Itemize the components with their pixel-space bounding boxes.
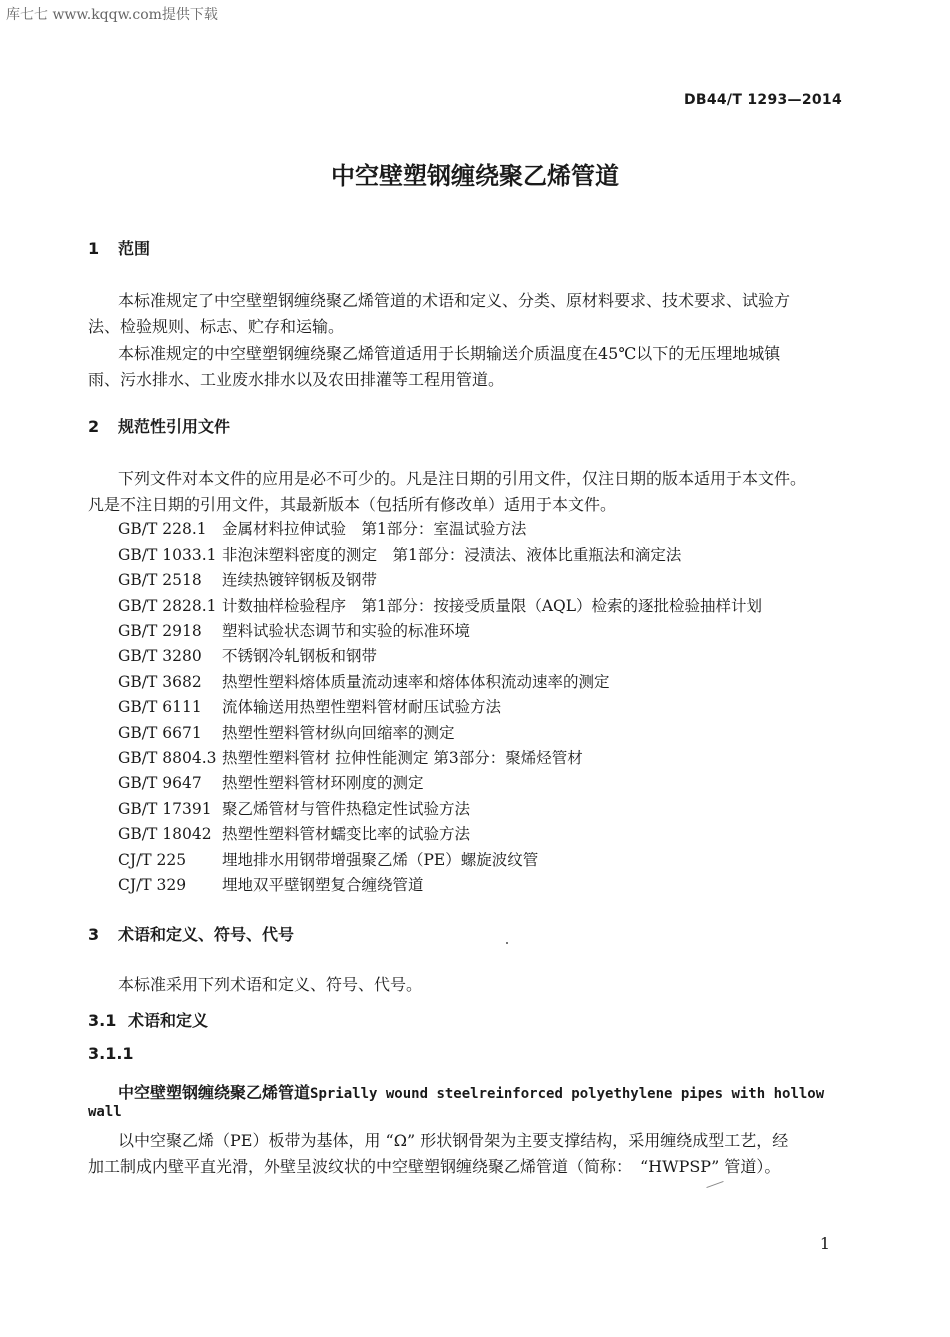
reference-code: GB/T 3280 xyxy=(118,647,202,665)
section-title: 术语和定义、符号、代号 xyxy=(118,925,295,944)
reference-title: 热塑性塑料管材环刚度的测定 xyxy=(222,774,424,792)
reference-item xyxy=(118,746,583,768)
definition-line: 以中空聚乙烯（PE）板带为基体，用 “Ω” 形状钢骨架为主要支撑结构，采用缠绕成型工艺，经 xyxy=(118,1131,789,1150)
reference-title: 塑料试验状态调节和实验的标准环境 xyxy=(222,622,471,640)
reference-item xyxy=(118,695,501,717)
reference-code: GB/T 228.1 xyxy=(118,520,207,538)
paragraph-line: 凡是不注日期的引用文件，其最新版本（包括所有修改单）适用于本文件。 xyxy=(88,495,617,514)
reference-title: 聚乙烯管材与管件热稳定性试验方法 xyxy=(222,800,471,818)
reference-title: 计数抽样检验程序 第1部分：按接受质量限（AQL）检索的逐批检验抽样计划 xyxy=(222,597,763,615)
reference-title: 热塑性塑料管材纵向回缩率的测定 xyxy=(222,724,455,742)
paragraph-line: 下列文件对本文件的应用是必不可少的。凡是注日期的引用文件，仅注日期的版本适用于本文件。 xyxy=(118,469,807,488)
reference-code: GB/T 17391 xyxy=(118,800,212,818)
reference-item xyxy=(118,568,377,590)
reference-item xyxy=(118,721,455,743)
reference-item xyxy=(118,619,470,641)
term-english: Sprially wound steelreinforced polyethylene pipes with hollow xyxy=(310,1086,825,1102)
reference-code: CJ/T 329 xyxy=(118,876,187,894)
section-number: 1 xyxy=(88,239,100,258)
term-chinese: 中空壁塑钢缠绕聚乙烯管道 xyxy=(118,1083,311,1102)
reference-code: GB/T 6671 xyxy=(118,724,202,742)
section-2-heading xyxy=(88,414,230,437)
reference-item xyxy=(118,873,424,895)
reference-item xyxy=(118,543,681,565)
reference-item xyxy=(118,594,762,616)
reference-item xyxy=(118,771,424,793)
section-title: 范围 xyxy=(118,239,151,258)
standard-number: DB44/T 1293—2014 xyxy=(683,92,842,108)
reference-code: CJ/T 225 xyxy=(118,851,187,869)
paragraph-line: 本标准规定了中空壁塑钢缠绕聚乙烯管道的术语和定义、分类、原材料要求、技术要求、试验方 xyxy=(118,291,791,310)
term-english-continued: wall xyxy=(88,1104,122,1120)
reference-code: GB/T 3682 xyxy=(118,673,202,691)
section-1-heading xyxy=(88,236,150,259)
reference-code: GB/T 2918 xyxy=(118,622,202,640)
scan-dot xyxy=(506,942,508,944)
paragraph-line: 本标准规定的中空壁塑钢缠绕聚乙烯管道适用于长期输送介质温度在45℃以下的无压埋地城镇 xyxy=(118,344,781,363)
reference-code: GB/T 6111 xyxy=(118,698,202,716)
reference-code: GB/T 18042 xyxy=(118,825,212,843)
reference-title: 金属材料拉伸试验 第1部分：室温试验方法 xyxy=(222,520,527,538)
clause-number: 3.1.1 xyxy=(88,1044,134,1063)
subsection-number: 3.1 xyxy=(88,1011,117,1030)
reference-title: 非泡沫塑料密度的测定 第1部分：浸渍法、液体比重瓶法和滴定法 xyxy=(222,546,682,564)
reference-title: 热塑性塑料熔体质量流动速率和熔体体积流动速率的测定 xyxy=(222,673,610,691)
reference-title: 热塑性塑料管材 拉伸性能测定 第3部分：聚烯烃管材 xyxy=(222,749,583,767)
reference-title: 埋地双平壁钢塑复合缠绕管道 xyxy=(222,876,424,894)
reference-code: GB/T 1033.1 xyxy=(118,546,217,564)
paragraph-line: 雨、污水排水、工业废水排水以及农田排灌等工程用管道。 xyxy=(88,370,505,389)
page-number: 1 xyxy=(819,1234,830,1253)
subsection-heading xyxy=(88,1008,208,1031)
reference-item xyxy=(118,644,377,666)
reference-item xyxy=(118,670,610,692)
section-3-heading xyxy=(88,922,294,945)
reference-item xyxy=(118,848,538,870)
reference-title: 流体输送用热塑性塑料管材耐压试验方法 xyxy=(222,698,502,716)
paragraph-line: 本标准采用下列术语和定义、符号、代号。 xyxy=(118,975,423,994)
reference-title: 不锈钢冷轧钢板和钢带 xyxy=(222,647,378,665)
reference-title: 连续热镀锌钢板及钢带 xyxy=(222,571,378,589)
reference-code: GB/T 8804.3 xyxy=(118,749,217,767)
reference-code: GB/T 2828.1 xyxy=(118,597,217,615)
subsection-title: 术语和定义 xyxy=(128,1011,209,1030)
watermark: 库七七 www.kqqw.com提供下载 xyxy=(6,7,218,23)
document-title: 中空壁塑钢缠绕聚乙烯管道 xyxy=(331,162,619,190)
reference-item xyxy=(118,797,470,819)
section-number: 2 xyxy=(88,417,100,436)
reference-code: GB/T 2518 xyxy=(118,571,202,589)
scan-mark xyxy=(706,1181,723,1188)
reference-item xyxy=(118,822,470,844)
reference-code: GB/T 9647 xyxy=(118,774,202,792)
reference-title: 热塑性塑料管材蠕变比率的试验方法 xyxy=(222,825,471,843)
section-title: 规范性引用文件 xyxy=(118,417,231,436)
term-line xyxy=(118,1080,824,1103)
definition-line: 加工制成内壁平直光滑，外壁呈波纹状的中空壁塑钢缠绕聚乙烯管道（简称： “HWPSP” 管道）。 xyxy=(88,1157,781,1176)
reference-item xyxy=(118,517,526,539)
reference-title: 埋地排水用钢带增强聚乙烯（PE）螺旋波纹管 xyxy=(222,851,539,869)
paragraph-line: 法、检验规则、标志、贮存和运输。 xyxy=(88,317,345,336)
section-number: 3 xyxy=(88,925,100,944)
